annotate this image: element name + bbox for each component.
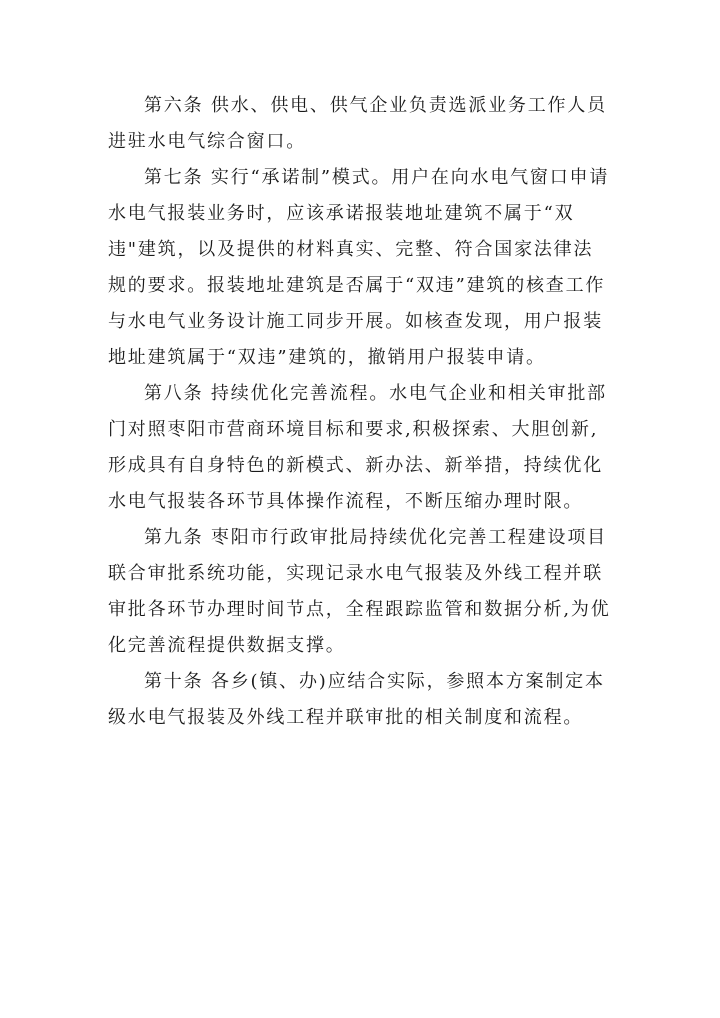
document-body — [108, 88, 612, 736]
article-7-paragraph: 第七条 实行“承诺制”模式。用户在向水电气窗口申请水电气报装业务时，应该承诺报装地址建筑不属于“双违"建筑，以及提供的材料真实、完整、符合国家法律法规的要求。报装地址建筑是否属于“双违”建筑的核查工作与水电气业务设计施工同步开展。如核查发现，用户报装地址建筑属于“双违”建筑的，撤销用户报装申请。 — [108, 167, 610, 368]
article-9-paragraph: 第九条 枣阳市行政审批局持续优化完善工程建设项目联合审批系统功能，实现记录水电气报装及外线工程并联审批各环节办理时间节点，全程跟踪监管和数据分析,为优化完善流程提供数据支撑。 — [108, 527, 611, 656]
article-8-paragraph: 第八条 持续优化完善流程。水电气企业和相关审批部门对照枣阳市营商环境目标和要求,积极探索、大胆创新,形成具有自身特色的新模式、新办法、新举措，持续优化水电气报装各环节具体操作流程，不断压缩办理时限。 — [108, 383, 607, 512]
article-6-paragraph: 第六条 供水、供电、供气企业负责选派业务工作人员进驻水电气综合窗口。 — [108, 95, 607, 152]
article-10-paragraph: 第十条 各乡(镇、办)应结合实际，参照本方案制定本级水电气报装及外线工程并联审批的相关制度和流程。 — [108, 671, 605, 728]
